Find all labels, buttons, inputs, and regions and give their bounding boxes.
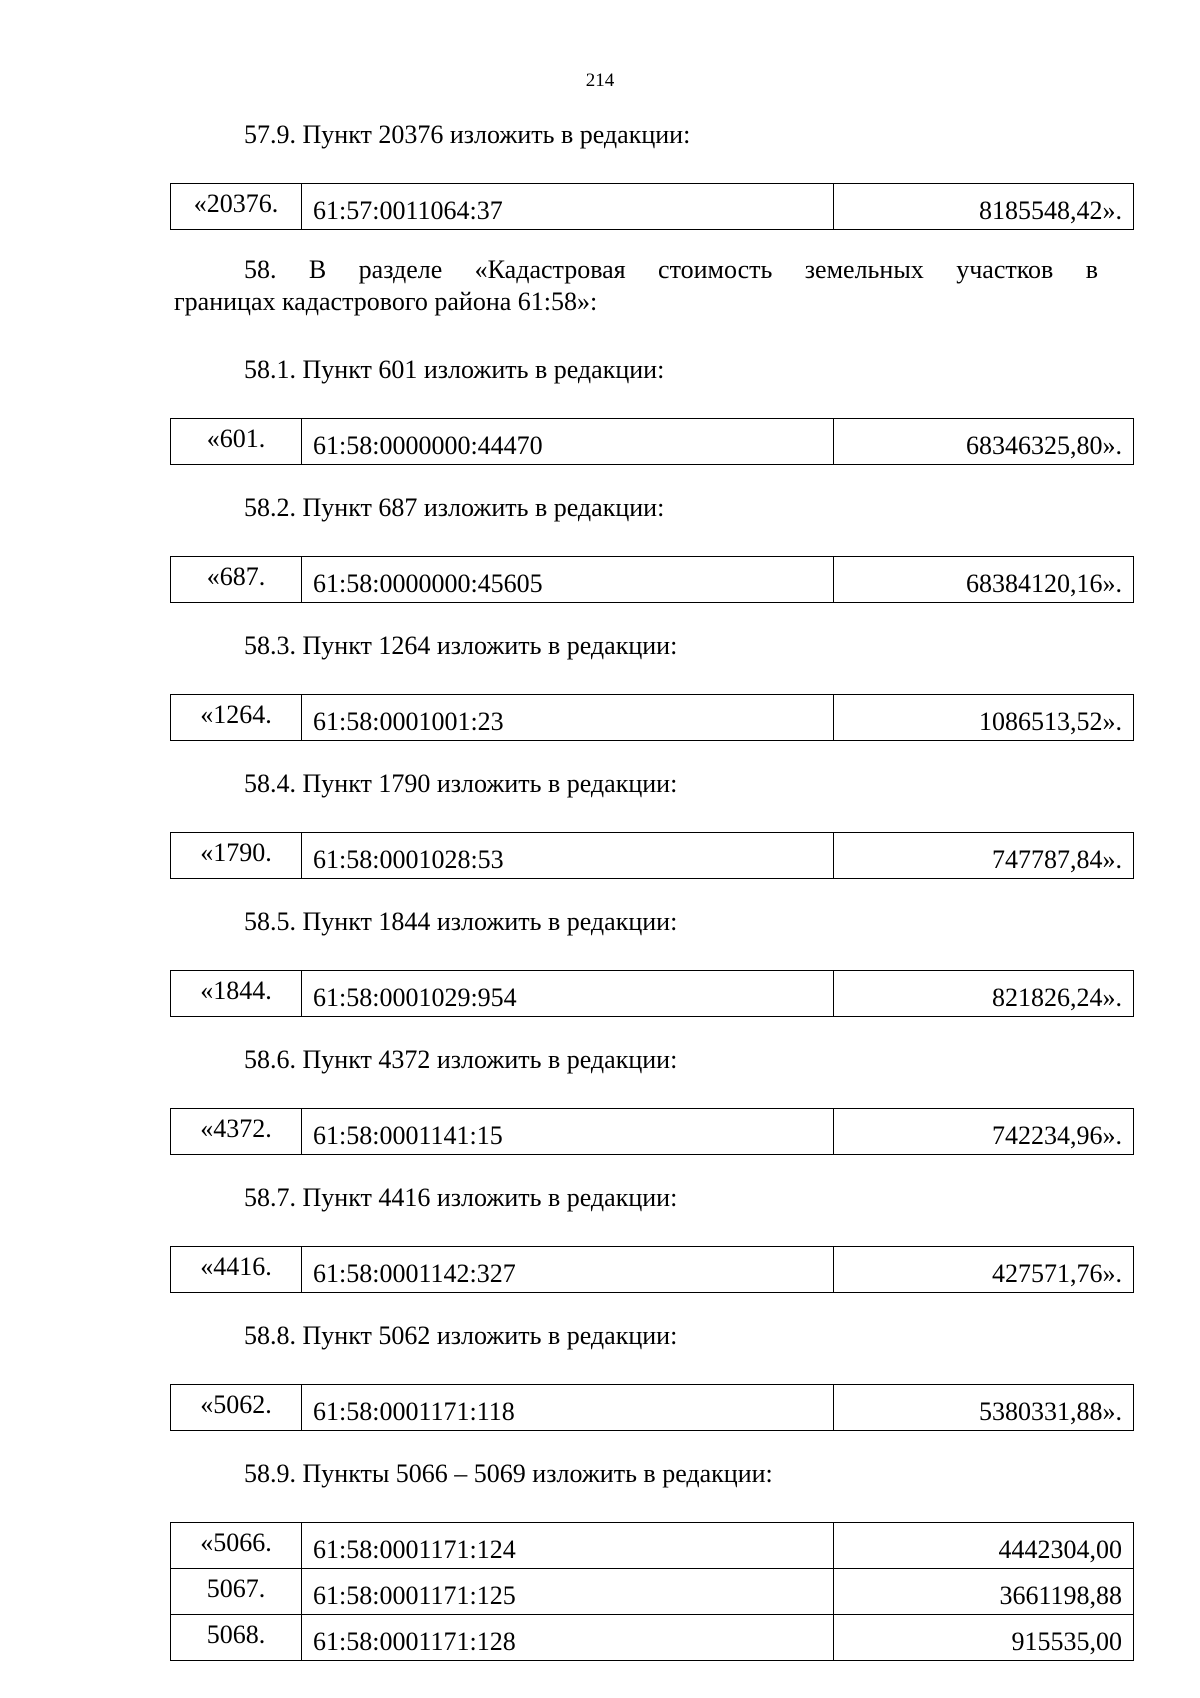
table-row [171, 1109, 1134, 1155]
section-heading: 58.7. Пункт 4416 изложить в редакции: [244, 1183, 678, 1212]
section-heading: 58.4. Пункт 1790 изложить в редакции: [244, 769, 678, 798]
table-row [171, 184, 1134, 230]
item-number-cell: «1844. [171, 971, 302, 1017]
cadastral-number-cell: 61:58:0000000:44470 [302, 419, 834, 465]
amendment-table [170, 1108, 1134, 1155]
page-number: 214 [585, 70, 615, 91]
cadastral-number-cell: 61:58:0001028:53 [302, 833, 834, 879]
cadastral-number-cell: 61:58:0001029:954 [302, 971, 834, 1017]
table-row [171, 419, 1134, 465]
cadastral-number-cell: 61:58:0001001:23 [302, 695, 834, 741]
item-number-cell: 5067. [171, 1569, 302, 1615]
cadastral-number-cell: 61:57:0011064:37 [302, 184, 834, 230]
amendment-table [170, 1246, 1134, 1293]
item-number-cell: «687. [171, 557, 302, 603]
item-number-cell: 5068. [171, 1615, 302, 1661]
table-row [171, 557, 1134, 603]
section-heading: 58.2. Пункт 687 изложить в редакции: [244, 493, 665, 522]
section-heading: 58.5. Пункт 1844 изложить в редакции: [244, 907, 678, 936]
item-number-cell: «601. [171, 419, 302, 465]
item-number-cell: «4372. [171, 1109, 302, 1155]
section-heading: 58.8. Пункт 5062 изложить в редакции: [244, 1321, 678, 1350]
amendment-table [170, 418, 1134, 465]
table-row [171, 1523, 1134, 1569]
cadastral-value-cell: 915535,00 [834, 1615, 1134, 1661]
cadastral-value-cell: 742234,96». [834, 1109, 1134, 1155]
cadastral-number-cell: 61:58:0001171:118 [302, 1385, 834, 1431]
table-row [171, 833, 1134, 879]
table-row [171, 695, 1134, 741]
table-row [171, 1569, 1134, 1615]
section-heading: 58.9. Пункты 5066 – 5069 изложить в редакции: [244, 1459, 773, 1488]
table-row [171, 1247, 1134, 1293]
cadastral-number-cell: 61:58:0000000:45605 [302, 557, 834, 603]
paragraph-58 [174, 254, 1098, 318]
cadastral-value-cell: 68384120,16». [834, 557, 1134, 603]
table-row [171, 1385, 1134, 1431]
section-heading: 58.6. Пункт 4372 изложить в редакции: [244, 1045, 678, 1074]
amendment-table [170, 556, 1134, 603]
cadastral-value-cell: 68346325,80». [834, 419, 1134, 465]
cadastral-value-cell: 821826,24». [834, 971, 1134, 1017]
cadastral-value-cell: 427571,76». [834, 1247, 1134, 1293]
amendment-table [170, 694, 1134, 741]
item-number-cell: «20376. [171, 184, 302, 230]
cadastral-value-cell: 3661198,88 [834, 1569, 1134, 1615]
paragraph-57-9: 57.9. Пункт 20376 изложить в редакции: [244, 120, 691, 149]
item-number-cell: «5062. [171, 1385, 302, 1431]
cadastral-number-cell: 61:58:0001141:15 [302, 1109, 834, 1155]
amendment-table [170, 1522, 1134, 1661]
table-row [171, 1615, 1134, 1661]
cadastral-value-cell: 747787,84». [834, 833, 1134, 879]
table-57-9 [170, 183, 1134, 230]
cadastral-number-cell: 61:58:0001171:125 [302, 1569, 834, 1615]
cadastral-value-cell: 8185548,42». [834, 184, 1134, 230]
item-number-cell: «1790. [171, 833, 302, 879]
paragraph-58-line-1: 58. В разделе «Кадастровая стоимость земельных участков в [244, 255, 1098, 284]
cadastral-number-cell: 61:58:0001171:124 [302, 1523, 834, 1569]
table-row [171, 971, 1134, 1017]
amendment-table [170, 832, 1134, 879]
amendment-table [170, 970, 1134, 1017]
cadastral-value-cell: 1086513,52». [834, 695, 1134, 741]
paragraph-58-line-2: границах кадастрового района 61:58»: [174, 287, 598, 316]
cadastral-value-cell: 5380331,88». [834, 1385, 1134, 1431]
section-heading: 58.3. Пункт 1264 изложить в редакции: [244, 631, 678, 660]
section-heading: 58.1. Пункт 601 изложить в редакции: [244, 355, 665, 384]
item-number-cell: «4416. [171, 1247, 302, 1293]
amendment-table [170, 1384, 1134, 1431]
cadastral-number-cell: 61:58:0001171:128 [302, 1615, 834, 1661]
item-number-cell: «5066. [171, 1523, 302, 1569]
cadastral-value-cell: 4442304,00 [834, 1523, 1134, 1569]
cadastral-number-cell: 61:58:0001142:327 [302, 1247, 834, 1293]
item-number-cell: «1264. [171, 695, 302, 741]
